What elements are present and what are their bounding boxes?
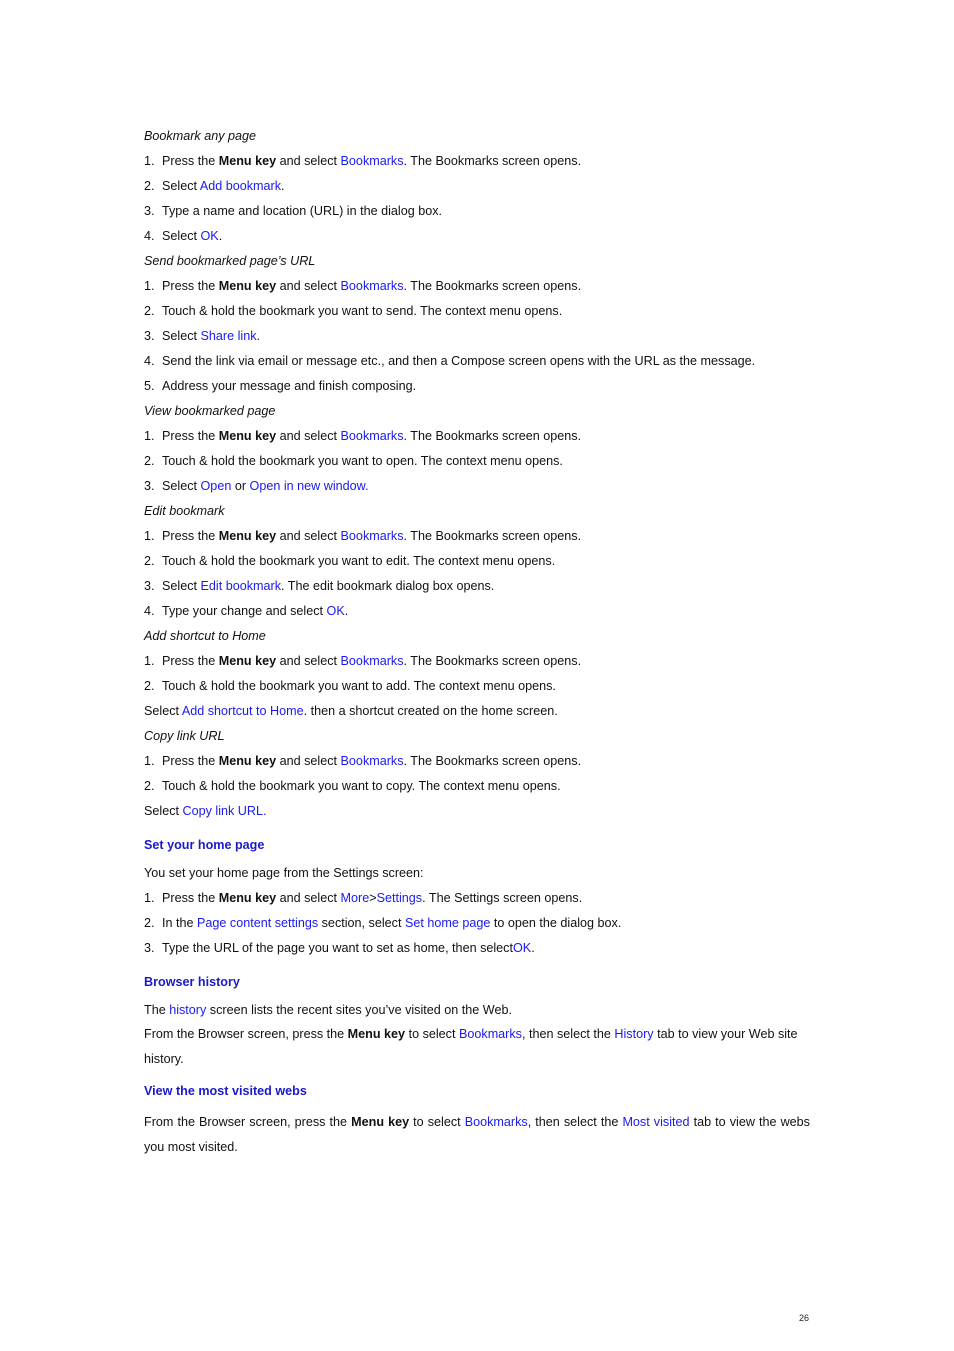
- key-term: Menu key: [218, 529, 277, 543]
- section-heading-most-visited: View the most visited webs: [144, 1084, 307, 1098]
- text: Touch & hold the bookmark you want to send. The context menu opens.: [162, 304, 563, 318]
- ok-link[interactable]: OK: [512, 941, 532, 955]
- text: From the Browser screen, press the: [144, 1027, 348, 1041]
- text: Press the: [162, 891, 219, 905]
- text: Touch & hold the bookmark you want to open. The context menu opens.: [162, 454, 563, 468]
- text: and select: [276, 891, 341, 905]
- subsection-title: Send bookmarked page’s URL: [144, 254, 316, 268]
- subsection-title: Add shortcut to Home: [144, 629, 266, 643]
- list-number: 2.: [144, 304, 155, 318]
- text: . then a shortcut created on the home screen.: [303, 704, 558, 718]
- bookmarks-link[interactable]: Bookmarks: [458, 1027, 522, 1041]
- text: Type your change and select: [162, 604, 327, 618]
- open-link[interactable]: Open: [200, 479, 232, 493]
- text: .: [531, 941, 535, 955]
- subsection-title: View bookmarked page: [144, 404, 276, 418]
- text: Press the: [162, 429, 219, 443]
- text: . The Settings screen opens.: [422, 891, 583, 905]
- section-heading-home-page: Set your home page: [144, 838, 265, 852]
- text: .: [344, 604, 349, 618]
- list-item: [144, 376, 810, 401]
- text: Select: [162, 479, 201, 493]
- paragraph: [144, 701, 810, 726]
- key-term: Menu key: [218, 154, 277, 168]
- text: . The Bookmarks screen opens.: [403, 279, 582, 293]
- text: Select: [162, 179, 200, 193]
- text: Select: [162, 329, 201, 343]
- list-number: 3.: [144, 941, 155, 955]
- settings-link[interactable]: Settings: [376, 891, 423, 905]
- text: or: [231, 479, 250, 493]
- list-number: 1.: [144, 529, 155, 543]
- text: Press the: [162, 654, 219, 668]
- text: , then select the: [521, 1027, 615, 1041]
- text: .: [263, 804, 267, 818]
- text: Press the: [162, 154, 219, 168]
- list-number: 3.: [144, 329, 155, 343]
- section-heading-browser-history: Browser history: [144, 975, 240, 989]
- list-number: 4.: [144, 354, 155, 368]
- text: . The edit bookmark dialog box opens.: [281, 579, 495, 593]
- list-item: [144, 276, 810, 301]
- key-term: Menu key: [218, 279, 277, 293]
- ok-link[interactable]: OK: [326, 604, 345, 618]
- list-number: 1.: [144, 429, 155, 443]
- list-item: [144, 476, 810, 501]
- list-item: [144, 526, 810, 551]
- text: and select: [276, 154, 341, 168]
- bookmarks-link[interactable]: Bookmarks: [464, 1115, 528, 1129]
- page-content-settings-link[interactable]: Page content settings: [197, 916, 319, 930]
- list-number: 2.: [144, 179, 155, 193]
- list-item: [144, 301, 810, 326]
- text: . The Bookmarks screen opens.: [403, 754, 582, 768]
- text: to open the dialog box.: [490, 916, 622, 930]
- text: section, select: [318, 916, 405, 930]
- list-number: 2.: [144, 916, 155, 930]
- list-number: 1.: [144, 754, 155, 768]
- list-number: 2.: [144, 454, 155, 468]
- text: and select: [276, 529, 341, 543]
- list-item: [144, 201, 810, 226]
- text: The: [144, 1003, 170, 1017]
- list-item: [144, 426, 810, 451]
- key-term: Menu key: [218, 891, 277, 905]
- text: In the: [162, 916, 198, 930]
- bookmarks-link[interactable]: Bookmarks: [340, 429, 404, 443]
- text: .: [365, 479, 369, 493]
- text: Press the: [162, 279, 219, 293]
- subsection-title: Copy link URL: [144, 729, 225, 743]
- list-item: [144, 551, 810, 576]
- list-number: 2.: [144, 779, 155, 793]
- list-item: [144, 776, 810, 801]
- text: Select: [144, 804, 183, 818]
- text: Press the: [162, 754, 219, 768]
- text: Select: [144, 704, 182, 718]
- share-link-link[interactable]: Share link: [200, 329, 257, 343]
- subsection-title: Bookmark any page: [144, 129, 257, 143]
- text: . The Bookmarks screen opens.: [403, 429, 582, 443]
- text: . The Bookmarks screen opens.: [403, 154, 582, 168]
- list-item: [144, 176, 810, 201]
- list-item: [144, 151, 810, 176]
- text: >: [369, 891, 377, 905]
- history-link[interactable]: history: [169, 1003, 207, 1017]
- list-number: 1.: [144, 891, 155, 905]
- list-item: [144, 601, 810, 626]
- text: tab to view your Web site history.: [144, 1027, 798, 1066]
- list-item: [144, 326, 810, 351]
- text: Type a name and location (URL) in the dialog box.: [162, 204, 443, 218]
- text: Address your message and finish composing.: [162, 379, 417, 393]
- list-number: 5.: [144, 379, 155, 393]
- text: Touch & hold the bookmark you want to add. The context menu opens.: [162, 679, 556, 693]
- bookmarks-link[interactable]: Bookmarks: [340, 754, 404, 768]
- bookmarks-link[interactable]: Bookmarks: [340, 529, 404, 543]
- list-item: [144, 676, 810, 701]
- list-number: 4.: [144, 229, 155, 243]
- paragraph: [144, 1022, 810, 1072]
- text: screen lists the recent sites you’ve visited on the Web.: [206, 1003, 512, 1017]
- add-shortcut-to-home-link[interactable]: Add shortcut to Home: [181, 704, 304, 718]
- key-term: Menu key: [347, 1027, 406, 1041]
- key-term: Menu key: [218, 654, 277, 668]
- list-number: 4.: [144, 604, 155, 618]
- text: , then select the: [527, 1115, 623, 1129]
- list-item: [144, 651, 810, 676]
- list-item: [144, 913, 810, 938]
- document-page: [144, 126, 810, 1160]
- list-item: [144, 888, 810, 913]
- text: to select: [405, 1027, 459, 1041]
- list-number: 3.: [144, 579, 155, 593]
- paragraph: [144, 1110, 810, 1160]
- text: From the Browser screen, press the: [144, 1115, 352, 1129]
- text: and select: [276, 754, 341, 768]
- list-item: [144, 351, 810, 376]
- text: Press the: [162, 529, 219, 543]
- list-number: 2.: [144, 554, 155, 568]
- text: and select: [276, 279, 341, 293]
- list-number: 3.: [144, 204, 155, 218]
- text: Send the link via email or message etc., and then a Compose screen opens with the URL as the message.: [162, 354, 756, 368]
- text: and select: [276, 654, 341, 668]
- text: Select: [162, 229, 201, 243]
- text: tab to view the webs you most visited.: [144, 1115, 810, 1154]
- text: .: [281, 179, 285, 193]
- paragraph: [144, 801, 810, 832]
- set-home-page-link[interactable]: Set home page: [404, 916, 491, 930]
- most-visited-tab-link[interactable]: Most visited: [622, 1115, 690, 1129]
- text: . The Bookmarks screen opens.: [403, 529, 582, 543]
- list-item: [144, 751, 810, 776]
- text: .: [256, 329, 261, 343]
- list-number: 1.: [144, 654, 155, 668]
- list-number: 3.: [144, 479, 155, 493]
- subsection-title: Edit bookmark: [144, 504, 225, 518]
- paragraph: You set your home page from the Settings screen:: [144, 866, 424, 880]
- copy-link-url-link[interactable]: Copy link URL: [182, 804, 264, 818]
- key-term: Menu key: [351, 1115, 410, 1129]
- text: and select: [276, 429, 341, 443]
- text: .: [218, 229, 223, 243]
- bookmarks-link[interactable]: Bookmarks: [340, 279, 404, 293]
- list-item: [144, 451, 810, 476]
- list-number: 1.: [144, 154, 155, 168]
- key-term: Menu key: [218, 754, 277, 768]
- more-link[interactable]: More: [340, 891, 370, 905]
- list-number: 2.: [144, 679, 155, 693]
- text: to select: [409, 1115, 465, 1129]
- bookmarks-link[interactable]: Bookmarks: [340, 154, 404, 168]
- text: Type the URL of the page you want to set as home, then select: [162, 941, 513, 955]
- edit-bookmark-link[interactable]: Edit bookmark: [200, 579, 282, 593]
- add-bookmark-link[interactable]: Add bookmark: [199, 179, 282, 193]
- page-number: 26: [799, 1313, 810, 1323]
- text: Touch & hold the bookmark you want to copy. The context menu opens.: [162, 779, 561, 793]
- text: . The Bookmarks screen opens.: [403, 654, 582, 668]
- bookmarks-link[interactable]: Bookmarks: [340, 654, 404, 668]
- key-term: Menu key: [218, 429, 277, 443]
- list-item: [144, 226, 810, 251]
- list-number: 1.: [144, 279, 155, 293]
- ok-link[interactable]: OK: [200, 229, 219, 243]
- text: Select: [162, 579, 201, 593]
- open-in-new-window-link[interactable]: Open in new window: [249, 479, 366, 493]
- list-item: [144, 938, 810, 969]
- list-item: [144, 576, 810, 601]
- text: Touch & hold the bookmark you want to edit. The context menu opens.: [162, 554, 556, 568]
- history-tab-link[interactable]: History: [614, 1027, 654, 1041]
